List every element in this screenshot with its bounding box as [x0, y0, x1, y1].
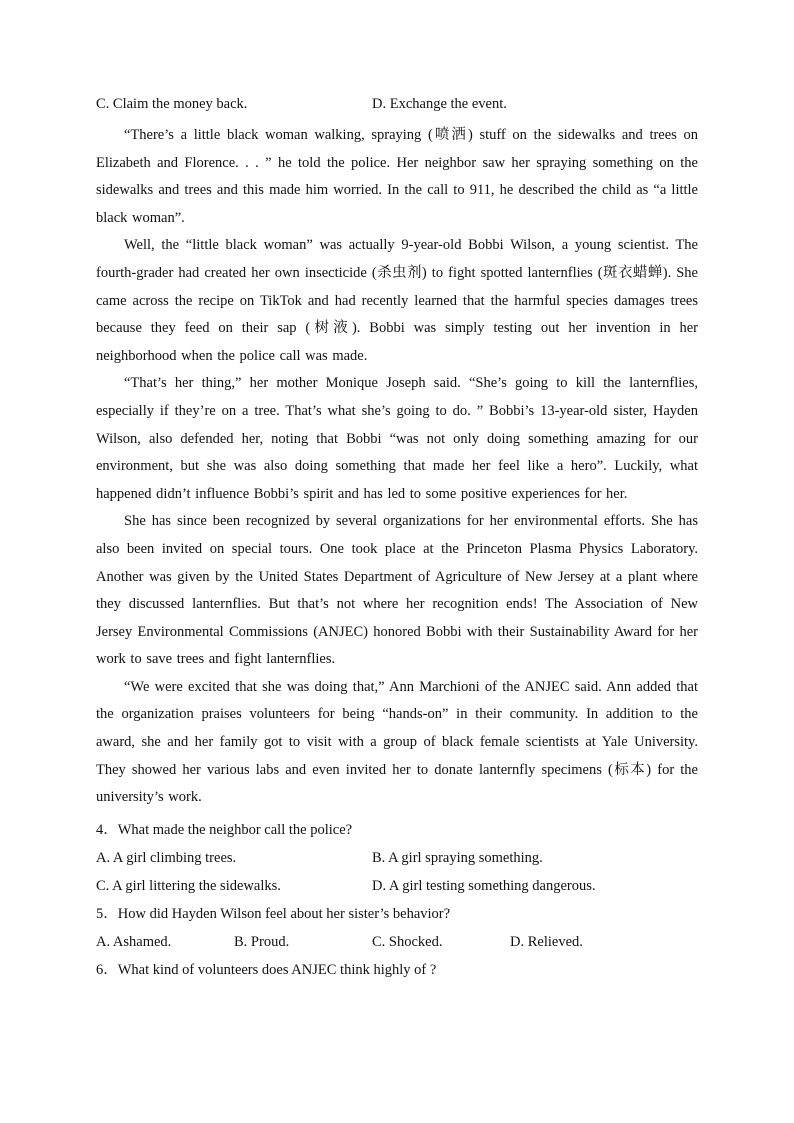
option-a: A. A girl climbing trees.	[96, 849, 237, 866]
question-stem: 6．What kind of volunteers does ANJEC think highly of ?	[96, 961, 437, 978]
question-5	[96, 904, 698, 952]
question-6	[96, 960, 698, 980]
passage-paragraph: She has since been recognized by several organizations for her environmental efforts. She has also been invited on special tours. One took place at the Princeton Plasma Physics Laboratory. Another was given by the United States Department of Agriculture of New Jersey at a plant where they discussed lanternflies. But that’s not where her recognition ends! The Association of New Jersey Environmental Commissions (ANJEC) honored Bobbi with their Sustainability Award for her work to save trees and fight lanternflies.	[96, 513, 698, 668]
passage-paragraph: Well, the “little black woman” was actually 9-year-old Bobbi Wilson, a young scientist. The fourth-grader had created her own insecticide (杀虫剂) to fight spotted lanternflies (斑衣蜡蝉). She came across the recipe on TikTok and had recently learned that the harmful species damages trees because they feed on their sap (树液). Bobbi was simply testing out her invention in her neighborhood when the police call was made.	[96, 237, 698, 364]
option-c: C. Shocked.	[372, 933, 443, 950]
passage-paragraph: “There’s a little black woman walking, spraying (喷洒) stuff on the sidewalks and trees on Elizabeth and Florence. . . ” he told the police. Her neighbor saw her spraying something on the sidewalks and trees and this made him worried. In the call to 911, he described the child as “a little black woman”.	[96, 127, 698, 226]
option-d: D. A girl testing something dangerous.	[372, 877, 596, 894]
option-d: D. Relieved.	[510, 933, 583, 950]
option-b: B. A girl spraying something.	[372, 849, 543, 866]
option-c: C. A girl littering the sidewalks.	[96, 877, 281, 894]
options-row	[96, 876, 698, 896]
reading-passage	[96, 122, 698, 812]
passage-paragraph: “That’s her thing,” her mother Monique Joseph said. “She’s going to kill the lanternflies, especially if they’re on a tree. That’s what she’s going to do. ” Bobbi’s 13-year-old sister, Hayden Wilson, also defended her, noting that Bobbi “was not only doing something amazing for our environment, but she was also doing something that made her feel like a hero”. Luckily, what happened didn’t influence Bobbi’s spirit and has led to some positive experiences for her.	[96, 375, 698, 502]
question-stem: 5．How did Hayden Wilson feel about her sister’s behavior?	[96, 905, 451, 922]
options-row	[96, 848, 698, 868]
passage-paragraph: “We were excited that she was doing that,” Ann Marchioni of the ANJEC said. Ann added that the organization praises volunteers for being “hands-on” in their community. In addition to the award, she and her family got to visit with a group of black female scientists at Yale University. They showed her various labs and even invited her to donate lanternfly specimens (标本) for the university’s work.	[96, 678, 698, 806]
question-stem: 4．What made the neighbor call the police?	[96, 821, 353, 838]
option-c: C. Claim the money back.	[96, 96, 248, 112]
option-d: D. Exchange the event.	[372, 96, 507, 112]
option-b: B. Proud.	[234, 933, 290, 950]
previous-question-options	[96, 94, 698, 114]
option-a: A. Ashamed.	[96, 933, 172, 950]
question-4	[96, 820, 698, 896]
options-row	[96, 932, 698, 952]
exam-page	[96, 94, 698, 988]
